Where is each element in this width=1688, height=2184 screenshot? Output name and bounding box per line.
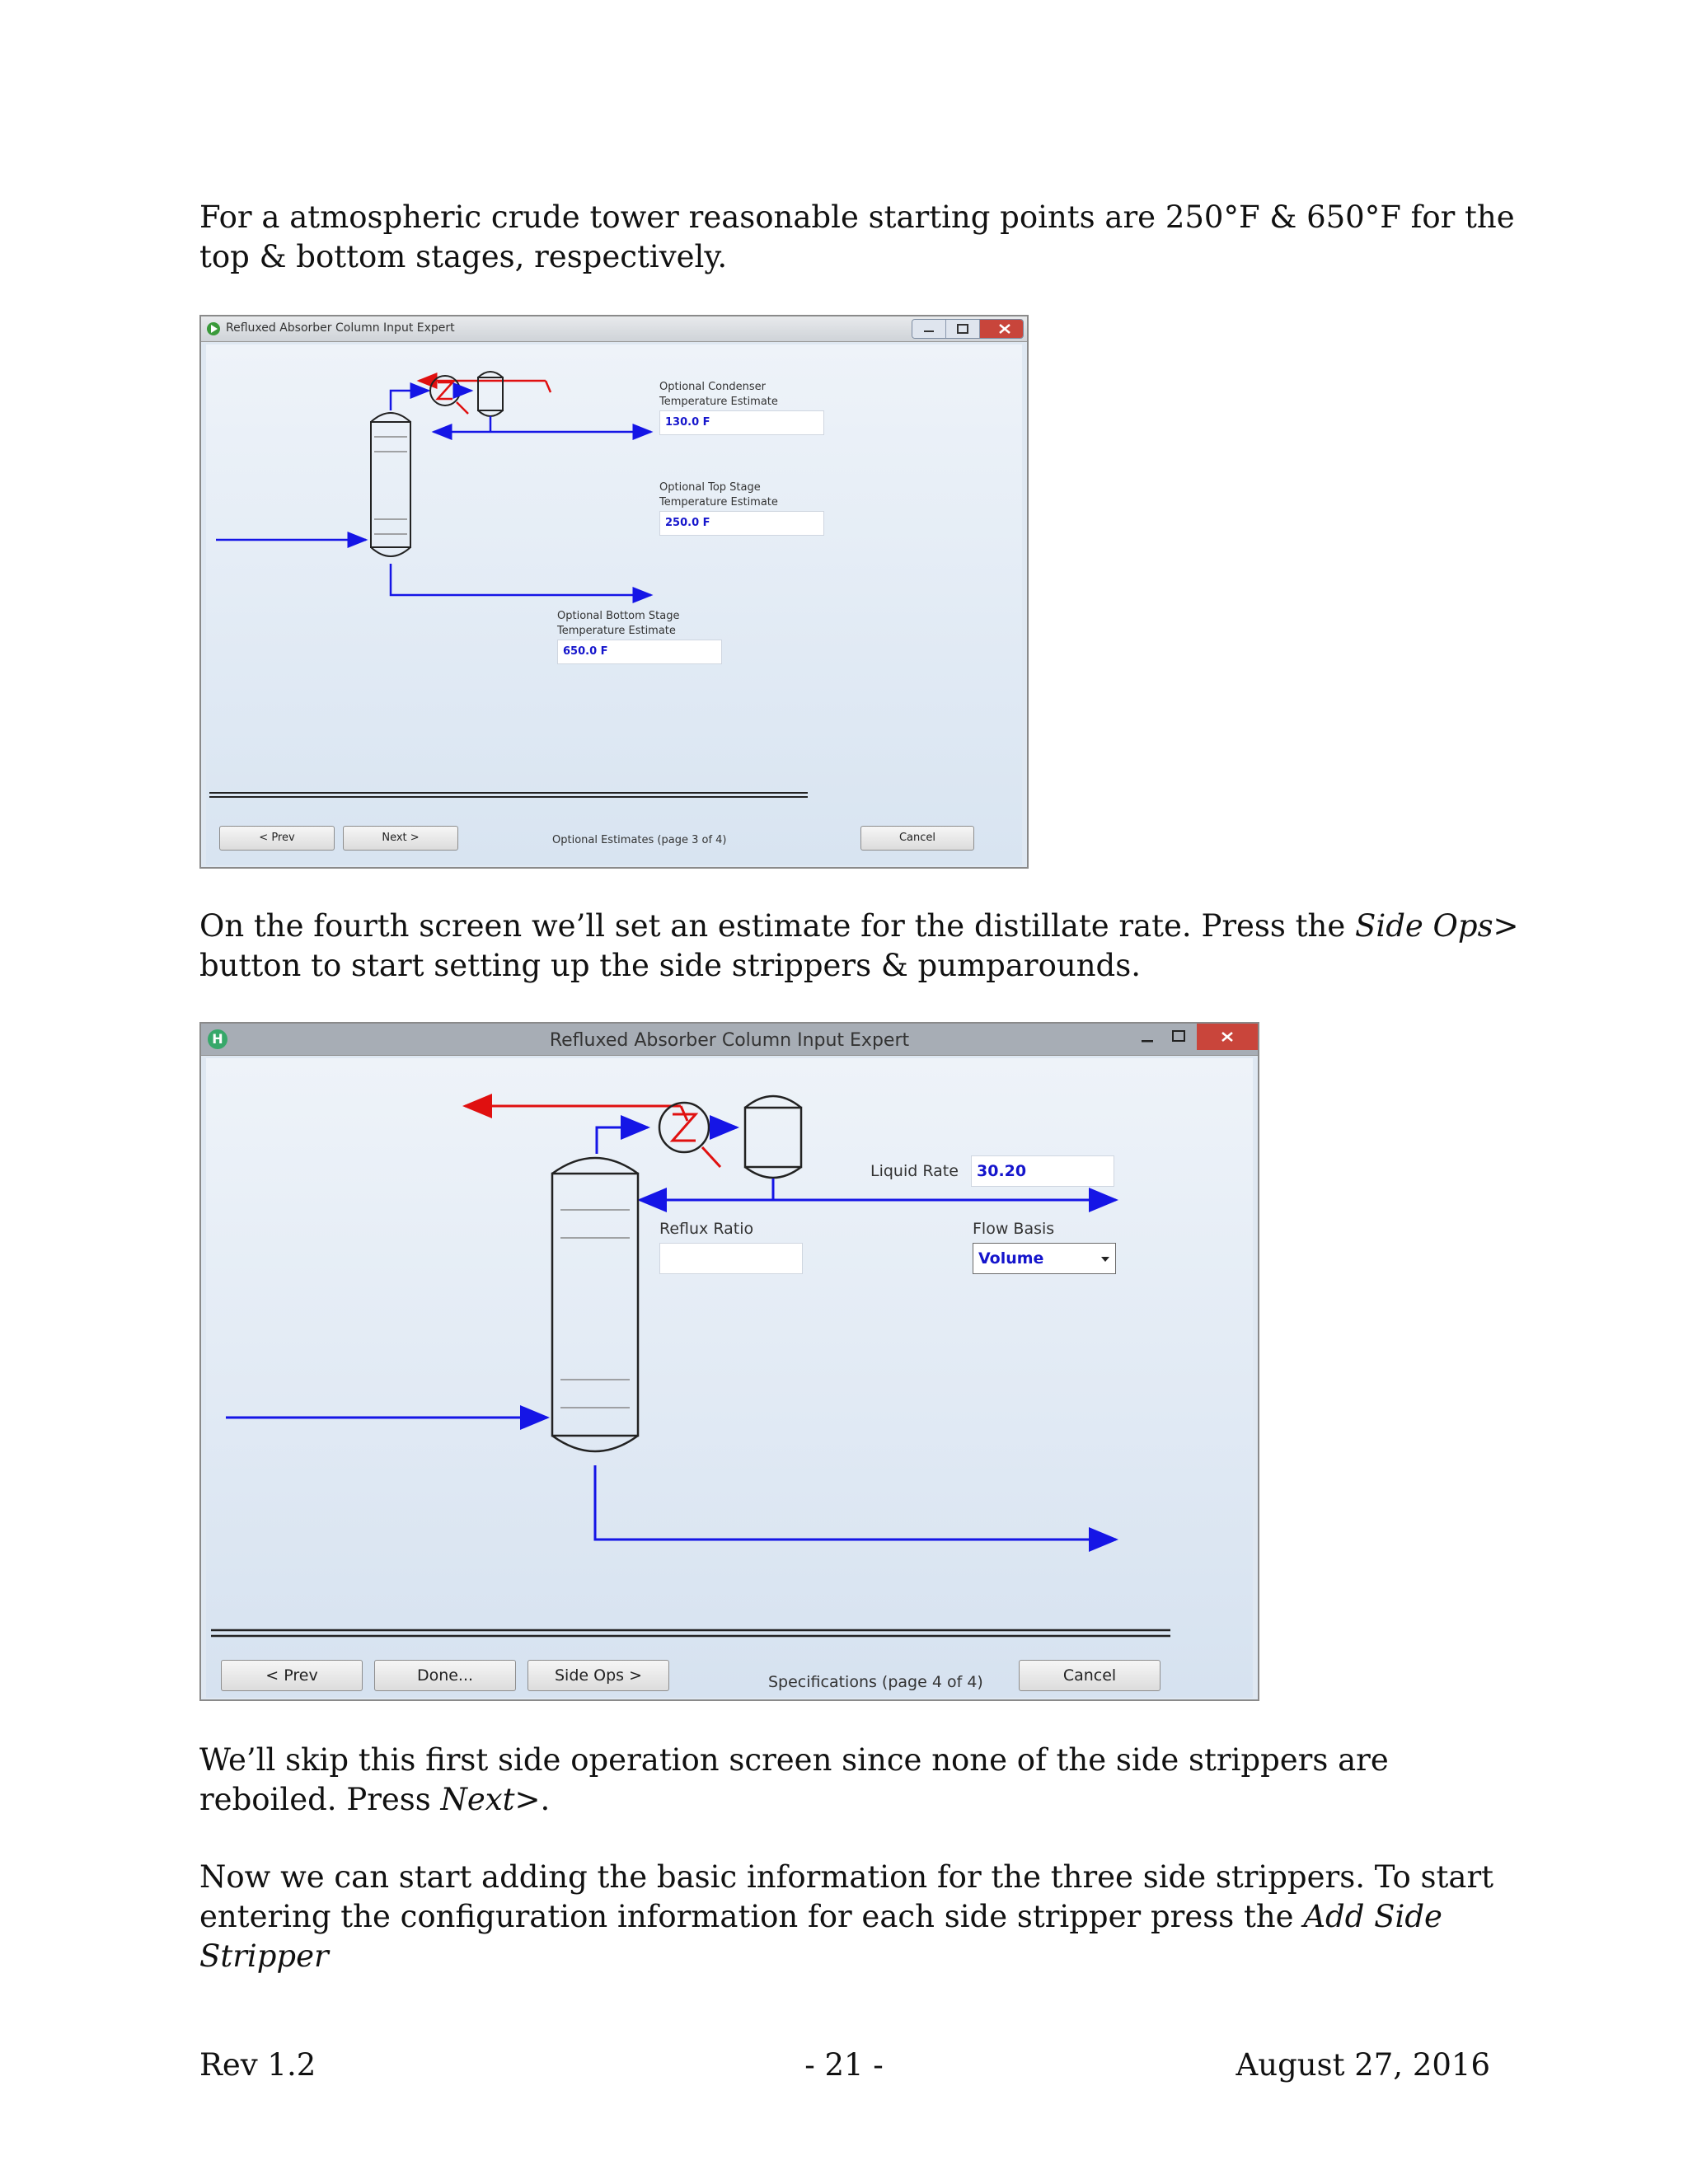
bottom-stage-label-line1: Optional Bottom Stage — [557, 610, 680, 622]
screenshot-window-estimates — [199, 315, 1029, 869]
minimize-button[interactable] — [1132, 1024, 1162, 1053]
window-title: Refluxed Absorber Column Input Expert — [549, 1030, 910, 1051]
maximize-icon — [1164, 1024, 1193, 1053]
close-icon — [980, 320, 1024, 338]
footer-page-number: - 21 - — [804, 2047, 884, 2083]
paragraph-3-text-a: We’ll skip this first side operation screen since none of the side strippers are reboiled. Press — [199, 1742, 1389, 1817]
paragraph-4-text-a: Now we can start adding the basic information for the three side strippers. To start entering the configuration information for each side stripper press the — [199, 1859, 1494, 1934]
bottom-stage-temperature-input[interactable]: 650.0 F — [557, 640, 722, 664]
condenser-icon — [659, 1103, 720, 1167]
paragraph-3-text-b: . — [540, 1782, 551, 1817]
minimize-icon — [912, 320, 945, 338]
side-ops-button[interactable]: Side Ops > — [528, 1660, 669, 1691]
close-button[interactable] — [1197, 1024, 1258, 1050]
reflux-drum-icon — [745, 1096, 801, 1178]
paragraph-2-emphasis: Side Ops> — [1355, 908, 1519, 944]
window-body — [206, 344, 1022, 865]
paragraph-2 — [199, 907, 1535, 986]
page-status: Specifications (page 4 of 4) — [768, 1673, 983, 1691]
flow-basis-select[interactable] — [973, 1243, 1116, 1274]
column-diagram — [206, 1058, 1253, 1698]
reflux-ratio-label: Reflux Ratio — [659, 1220, 754, 1238]
maximize-icon — [946, 320, 979, 338]
title-bar[interactable] — [201, 1024, 1258, 1056]
cancel-button[interactable]: Cancel — [1019, 1660, 1160, 1691]
dropdown-arrow-icon — [1100, 1256, 1110, 1263]
minimize-button[interactable] — [912, 320, 946, 338]
paragraph-4-emphasis: Add Side Stripper — [199, 1899, 1442, 1974]
next-button[interactable]: Next > — [343, 826, 458, 851]
flow-basis-value: Volume — [978, 1249, 1044, 1268]
liquid-rate-input[interactable]: 30.20 — [971, 1155, 1114, 1187]
reflux-drum-icon — [478, 372, 503, 416]
footer-revision: Rev 1.2 — [199, 2047, 316, 2083]
condenser-label-line2: Temperature Estimate — [659, 396, 778, 408]
prev-button[interactable]: < Prev — [219, 826, 335, 851]
reflux-ratio-input[interactable] — [659, 1243, 803, 1274]
condenser-label-line1: Optional Condenser — [659, 381, 766, 393]
column-diagram — [206, 344, 1022, 865]
paragraph-1: For a atmospheric crude tower reasonable starting points are 250°F & 650°F for the top & bottom stages, respectively. — [199, 199, 1515, 274]
close-button[interactable] — [980, 320, 1024, 338]
app-icon: H — [208, 1029, 227, 1049]
liquid-rate-label: Liquid Rate — [870, 1162, 959, 1180]
column-icon — [371, 413, 410, 556]
paragraph-3 — [199, 1741, 1535, 1820]
top-stage-label-line2: Temperature Estimate — [659, 496, 778, 509]
maximize-button[interactable] — [946, 320, 980, 338]
minimize-icon — [1132, 1024, 1162, 1053]
title-bar[interactable] — [201, 316, 1027, 342]
paragraph-4 — [199, 1858, 1535, 1976]
maximize-button[interactable] — [1164, 1024, 1193, 1053]
page-status: Optional Estimates (page 3 of 4) — [552, 834, 727, 846]
close-icon — [1197, 1024, 1258, 1050]
condenser-temperature-input[interactable]: 130.0 F — [659, 410, 824, 435]
app-icon — [206, 321, 221, 336]
paragraph-2-text-b: button to start setting up the side strippers & pumparounds. — [199, 948, 1141, 983]
prev-button[interactable]: < Prev — [221, 1660, 363, 1691]
screenshot-window-specifications — [199, 1022, 1259, 1701]
done-button[interactable]: Done... — [374, 1660, 516, 1691]
top-stage-temperature-input[interactable]: 250.0 F — [659, 511, 824, 536]
window-body — [206, 1058, 1253, 1698]
flow-basis-label: Flow Basis — [973, 1220, 1055, 1238]
column-icon — [552, 1158, 638, 1451]
footer-date: August 27, 2016 — [1236, 2047, 1490, 2083]
cancel-button[interactable]: Cancel — [860, 826, 974, 851]
bottom-stage-label-line2: Temperature Estimate — [557, 625, 676, 637]
paragraph-3-emphasis: Next> — [440, 1782, 541, 1817]
top-stage-label-line1: Optional Top Stage — [659, 481, 761, 494]
window-title: Refluxed Absorber Column Input Expert — [226, 321, 455, 335]
paragraph-2-text-a: On the fourth screen we’ll set an estimate for the distillate rate. Press the — [199, 908, 1356, 944]
